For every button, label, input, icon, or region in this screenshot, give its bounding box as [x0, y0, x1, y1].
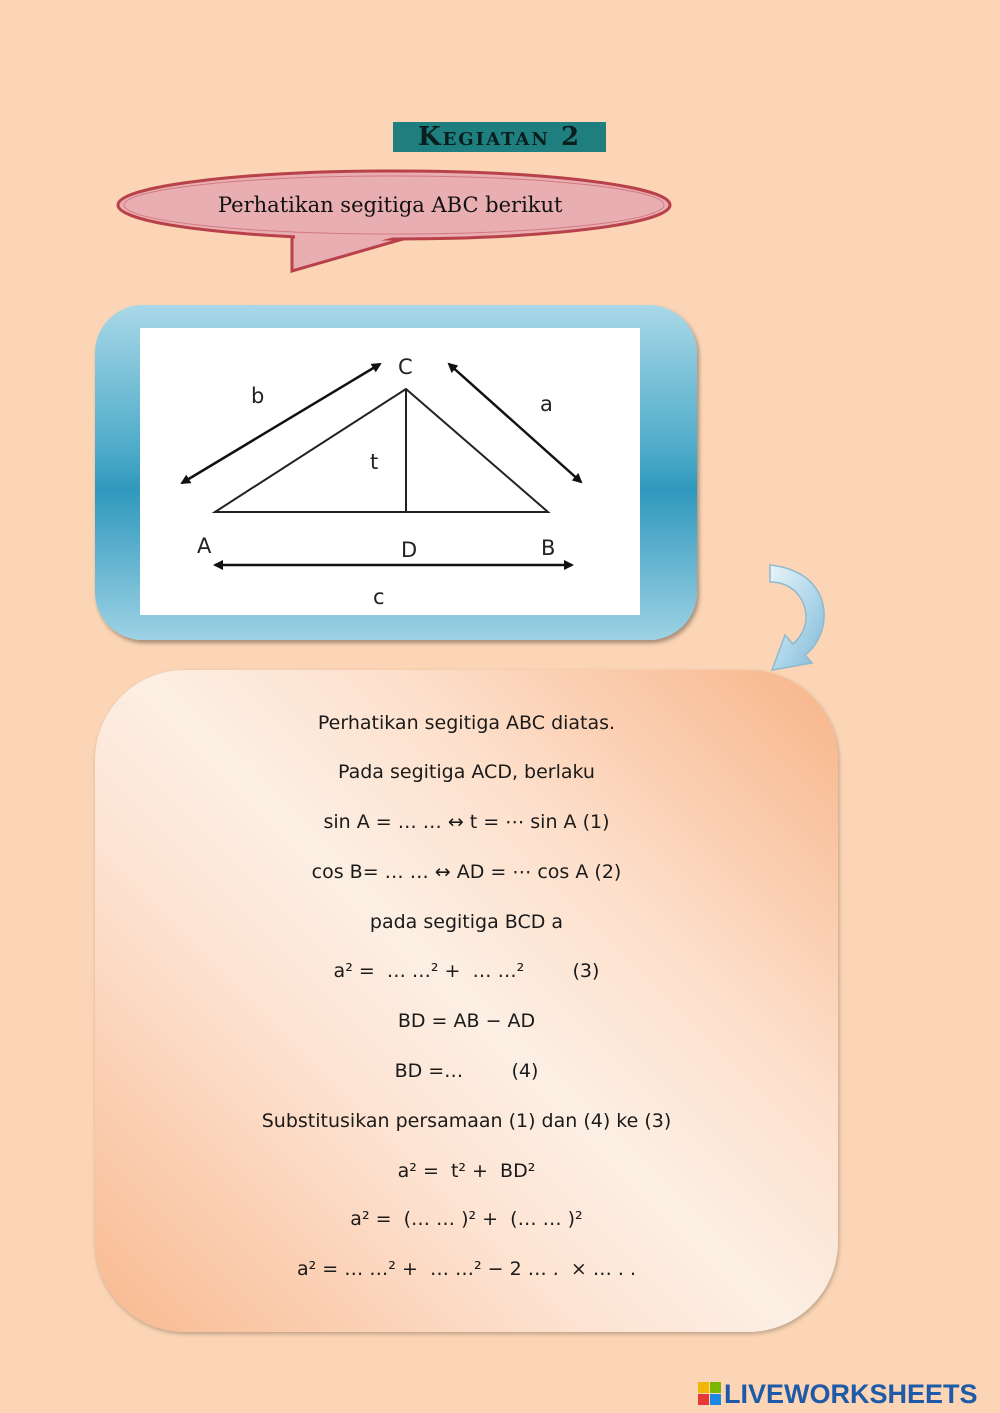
arrow-b [182, 364, 380, 483]
exercise-line: cos B= … … ↔ AD = ⋯ cos A (2) [311, 861, 622, 883]
exercise-line: a² = … …² + … …² (3) [333, 960, 600, 982]
page-title: Kegiatan 2 [393, 122, 606, 152]
exercise-line: a² = t² + BD² [397, 1160, 536, 1182]
exercise-line: Pada segitiga ACD, berlaku [338, 761, 595, 783]
exercise-line: sin A = … … ↔ t = ⋯ sin A (1) [323, 811, 610, 833]
exercise-line: Substitusikan persamaan (1) dan (4) ke (3) [261, 1110, 672, 1132]
speech-bubble [110, 165, 680, 275]
label-b-vertex: B [541, 536, 556, 560]
liveworksheets-logo-icon [698, 1382, 722, 1406]
exercise-line: a² = (… … )² + (… … )² [350, 1208, 583, 1230]
triangle-diagram [140, 328, 640, 615]
curved-arrow-icon [760, 560, 840, 685]
exercise-line: pada segitiga BCD a [369, 911, 564, 933]
liveworksheets-logo [698, 1378, 978, 1410]
exercise-line: BD =… (4) [394, 1060, 539, 1082]
label-height-t: t [370, 450, 379, 474]
bubble-text: Perhatikan segitiga ABC berikut [218, 193, 563, 217]
liveworksheets-logo-text: LIVEWORKSHEETS [724, 1378, 978, 1409]
label-a-vertex: A [197, 534, 212, 558]
label-side-c: c [373, 585, 385, 609]
exercise-line: Perhatikan segitiga ABC diatas. [317, 712, 616, 734]
label-c-vertex: C [398, 355, 413, 379]
arrow-a [449, 364, 581, 482]
exercise-line: a² = … …² + … …² − 2 … . × … . . [296, 1258, 636, 1280]
exercise-line: BD = AB − AD [397, 1010, 536, 1032]
label-side-b: b [251, 384, 265, 408]
label-d-point: D [401, 538, 418, 562]
label-side-a: a [540, 392, 553, 416]
